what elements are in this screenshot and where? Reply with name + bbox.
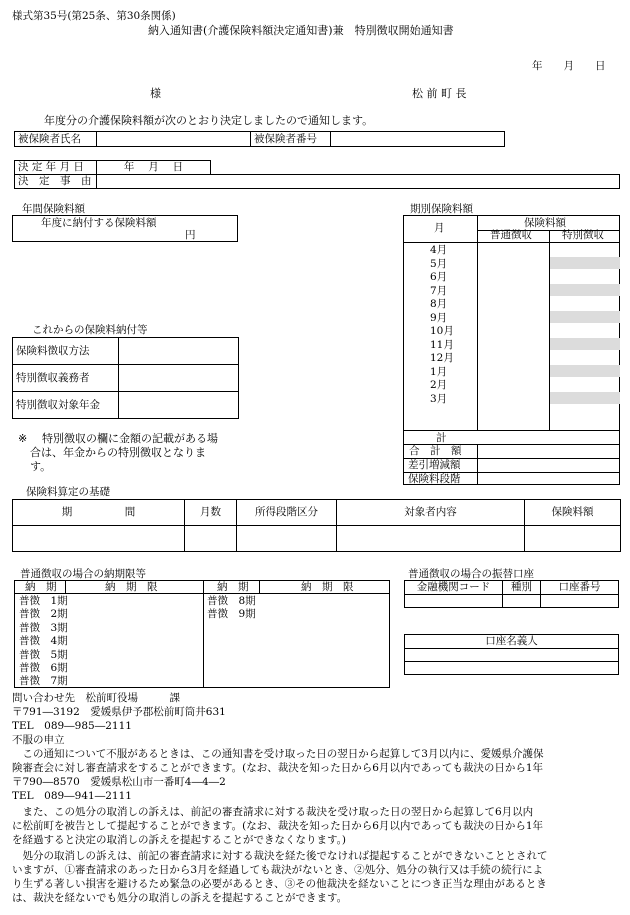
account-number-header: 口座番号 (541, 581, 619, 595)
appeal-text: は、裁決を経ないでも処分の取消しの訴えを提起することができます。 (12, 892, 348, 904)
deadline-section-title: 普通徴収の場合の納期限等 (20, 568, 146, 580)
special-cell-shaded (550, 392, 620, 404)
basis-col-header: 月数 (185, 500, 237, 526)
period-item: 普徴 9期 (207, 608, 256, 621)
decision-reason-label: 決 定 事 由 (15, 175, 97, 189)
appeal-title: 不服の申立 (12, 734, 65, 746)
deadline-date-header: 納 期 限 (301, 581, 354, 593)
transfer-table (404, 580, 619, 608)
period-item: 普徴 8期 (207, 595, 256, 607)
appeal-text: を経過すると決定の取消しの訴えを提起することができなくなります。) (12, 834, 347, 846)
period-item: 普徴 5期 (19, 648, 68, 661)
account-type-header: 種別 (503, 581, 541, 595)
account-holder-table (404, 634, 619, 675)
left-period-list (19, 595, 79, 689)
basis-col-header: 期 間 (13, 500, 185, 526)
month-list (430, 244, 470, 406)
month-label: 3月 (430, 392, 448, 405)
special-cell-shaded (550, 311, 620, 323)
annual-premium-box (12, 215, 238, 242)
grand-total-label: 合 計 額 (409, 445, 462, 457)
decision-date-label: 決 定 年 月 日 (15, 161, 97, 175)
transfer-section-title: 普通徴収の場合の振替口座 (408, 568, 534, 580)
future-row-label: 保険料徴収方法 (13, 338, 119, 365)
basis-table (12, 499, 621, 552)
period-item: 普徴 4期 (19, 635, 68, 648)
intro-text: 年度分の介護保険料額が次のとおり決定しましたので通知します。 (44, 114, 374, 127)
account-holder-header: 口座名義人 (405, 635, 619, 649)
month-label: 9月 (430, 311, 448, 324)
month-label: 1月 (430, 365, 448, 378)
period-item: 普徴 7期 (19, 675, 68, 688)
issuer-name: 松 前 町 長 (412, 87, 467, 100)
ordinary-header: 普通徴収 (490, 229, 532, 241)
month-label: 12月 (430, 352, 454, 364)
office-tel: TEL 089―985―2111 (12, 720, 132, 732)
month-label: 5月 (430, 257, 448, 270)
special-cell-shaded (550, 257, 620, 269)
insured-table (14, 131, 505, 147)
total-label: 計 (436, 432, 447, 444)
note-line: す。 (30, 460, 52, 473)
note-line: 合は、年金からの特別徴収となりま (30, 446, 206, 459)
month-label: 6月 (430, 271, 448, 283)
diff-label: 差引増減額 (408, 459, 461, 471)
period-item: 普徴 6期 (19, 662, 68, 675)
right-period-list (207, 595, 267, 622)
future-section-title: これからの保険料納付等 (32, 324, 148, 336)
appeal-text: り生ずる著しい損害を避けるため緊急の必要があるとき、③その他裁決を経ないことにつき正当な理由があるとき (12, 878, 547, 890)
recipient-suffix: 様 (150, 87, 161, 100)
basis-section-title: 保険料算定の基礎 (26, 486, 110, 498)
basis-col-header: 所得段階区分 (237, 500, 337, 526)
insured-name-value (97, 132, 251, 147)
basis-col-header: 対象者内容 (337, 500, 525, 526)
future-table (12, 337, 239, 419)
office-address: 〒791―3192 愛媛県伊予郡松前町筒井631 (12, 706, 226, 718)
deadline-date-header: 納 期 限 (105, 581, 158, 593)
month-label: 2月 (430, 379, 448, 391)
special-cell-shaded (550, 284, 620, 296)
month-label: 8月 (430, 298, 448, 310)
insured-number-label: 被保険者番号 (251, 132, 331, 147)
note-line: 特別徴収の欄に金額の記載がある場 (42, 432, 218, 445)
appeal-text: 処分の取消しの訴えは、前記の審査請求に対する裁決を経た後でなければ提起することができないこととされて (12, 850, 548, 862)
insured-name-label: 被保険者氏名 (15, 132, 97, 147)
period-section-title: 期別保険料額 (410, 203, 473, 215)
board-address: 〒790―8570 愛媛県松山市一番町4―4―2 (12, 776, 226, 788)
period-item: 普徴 1期 (19, 595, 68, 607)
future-row-label: 特別徴収対象年金 (13, 392, 119, 419)
month-header: 月 (434, 222, 445, 234)
issue-date: 年 月 日 (532, 60, 606, 72)
board-tel: TEL 089―941―2111 (12, 790, 132, 802)
insured-number-value (331, 132, 505, 147)
decision-date-table (14, 160, 211, 175)
annual-premium-label: 年度に納付する保険料額 (41, 217, 157, 229)
special-header: 特別徴収 (562, 229, 604, 241)
month-label: 10月 (430, 325, 454, 337)
appeal-text: また、この処分の取消しの訴えは、前記の審査請求に対する裁決を受け取った日の翌日から起算して6月以内 (12, 806, 534, 818)
deadline-period-header: 納 期 (217, 581, 249, 593)
month-label: 11月 (430, 338, 454, 351)
appeal-text: 険審査会に対し審査請求をすることができます。(なお、裁決を知った日から6月以内であっても裁決の日から1年 (12, 762, 544, 774)
month-label: 7月 (430, 284, 448, 297)
note-mark: ※ (18, 432, 28, 445)
annual-premium-unit: 円 (185, 229, 196, 241)
deadline-period-header: 納 期 (25, 581, 57, 593)
bank-code-header: 金融機関コード (405, 581, 503, 595)
period-item: 普徴 2期 (19, 608, 68, 621)
stage-label: 保険料段階 (408, 473, 461, 485)
basis-col-header: 保険料額 (525, 500, 621, 526)
annual-section-title: 年間保険料額 (22, 203, 85, 215)
special-cell-shaded (550, 365, 620, 377)
form-number: 様式第35号(第25条、第30条関係) (12, 10, 176, 22)
special-cell-shaded (550, 338, 620, 350)
appeal-text: この通知について不服があるときは、この通知書を受け取った日の翌日から起算して3月以内に、愛媛県介護保 (12, 748, 544, 760)
inquiry-contact: 問い合わせ先 松前町役場 課 (12, 692, 180, 704)
period-table (403, 215, 620, 485)
appeal-text: いますが、①審査請求のあった日から3月を経過しても裁決がないとき、②処分、処分の執行又は手続の続行によ (12, 864, 544, 876)
month-label: 4月 (430, 244, 448, 256)
decision-reason-value (97, 175, 620, 189)
deadline-table (14, 580, 390, 688)
decision-reason-table (14, 174, 620, 189)
future-row-label: 特別徴収義務者 (13, 365, 119, 392)
decision-date-value: 年 月 日 (97, 161, 211, 175)
document-title: 納入通知書(介護保険料額決定通知書)兼 特別徴収開始通知書 (148, 24, 454, 37)
period-item: 普徴 3期 (19, 621, 68, 634)
premium-header: 保険料額 (524, 217, 566, 229)
appeal-text: に松前町を被告として提起することができます。(なお、裁決を知った日から6月以内であっても裁決の日から1年 (12, 820, 544, 832)
